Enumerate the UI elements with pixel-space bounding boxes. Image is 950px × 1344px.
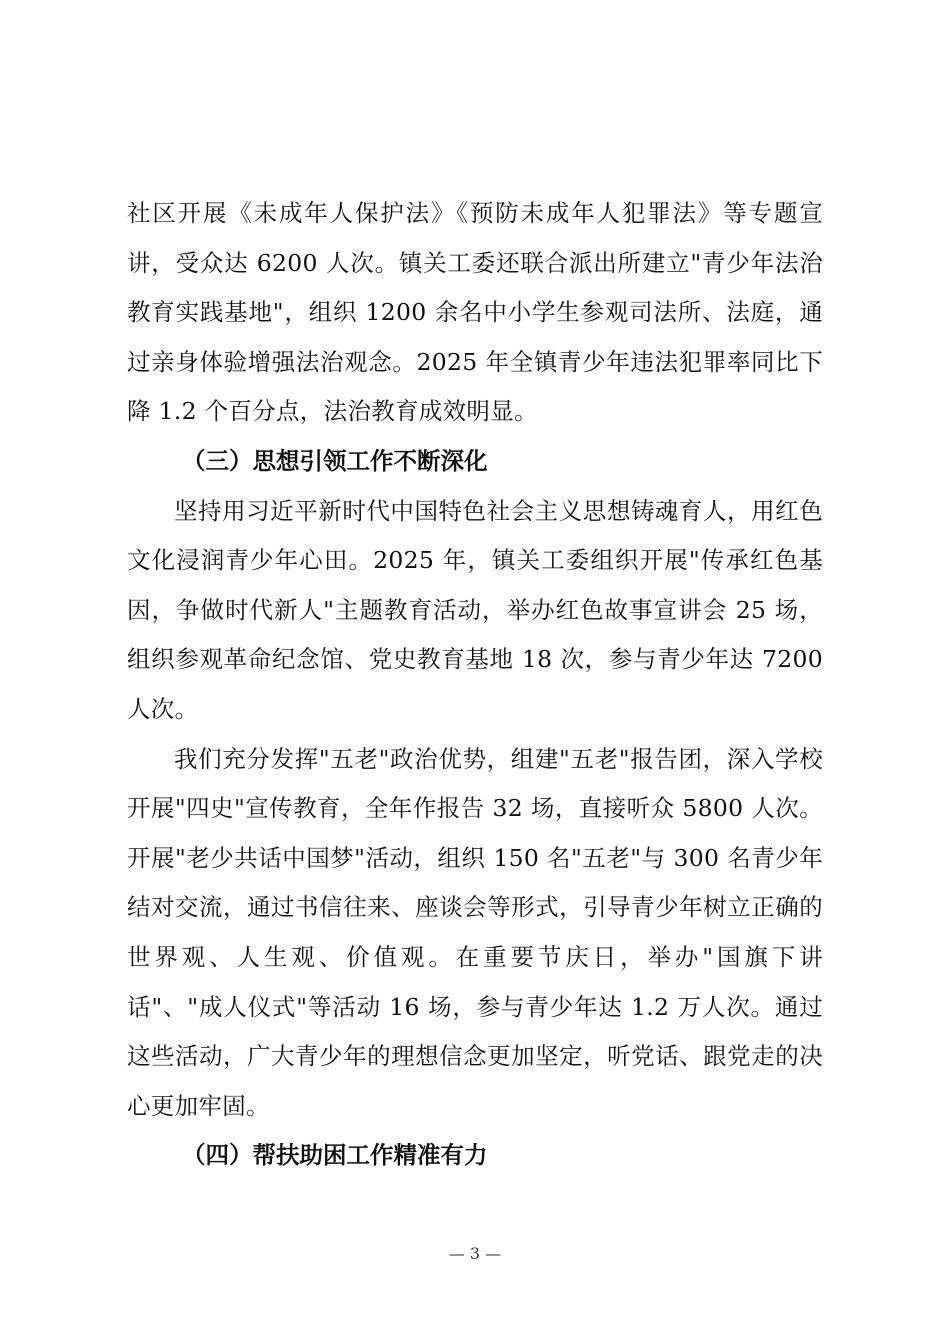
section-heading-4: （四）帮扶助困工作精准有力	[182, 1141, 488, 1170]
document-body	[127, 189, 823, 1181]
paragraph-ideology-2: 我们充分发挥"五老"政治优势，组建"五老"报告团，深入学校开展"四史"宣传教育，全年作报告 32 场，直接听众 5800 人次。开展"老少共话中国梦"活动，组织 150 名"五老"与 300 名青少年结对交流，通过书信往来、座谈会等形式，引导青少年树立正确的世界观、人生观、价值观。在重要节庆日，举办"国旗下讲话"、"成人仪式"等活动 16 场，参与青少年达 1.2 万人次。通过这些活动，广大青少年的理想信念更加坚定，听党话、跟党走的决心更加牢固。	[127, 744, 823, 1120]
paragraph-ideology-1: 坚持用习近平新时代中国特色社会主义思想铸魂育人，用红色文化浸润青少年心田。2025 年，镇关工委组织开展"传承红色基因，争做时代新人"主题教育活动，举办红色故事宣讲会 25 场，组织参观革命纪念馆、党史教育基地 18 次，参与青少年达 7200 人次。	[127, 496, 823, 723]
page-number: — 3 —	[448, 1244, 502, 1263]
section-heading-3: （三）思想引领工作不断深化	[182, 446, 488, 475]
paragraph-law-education: 社区开展《未成年人保护法》《预防未成年人犯罪法》等专题宣讲，受众达 6200 人次。镇关工委还联合派出所建立"青少年法治教育实践基地"，组织 1200 余名中小学生参观司法所、法庭，通过亲身体验增强法治观念。2025 年全镇青少年违法犯罪率同比下降 1.2 个百分点，法治教育成效明显。	[127, 199, 823, 426]
